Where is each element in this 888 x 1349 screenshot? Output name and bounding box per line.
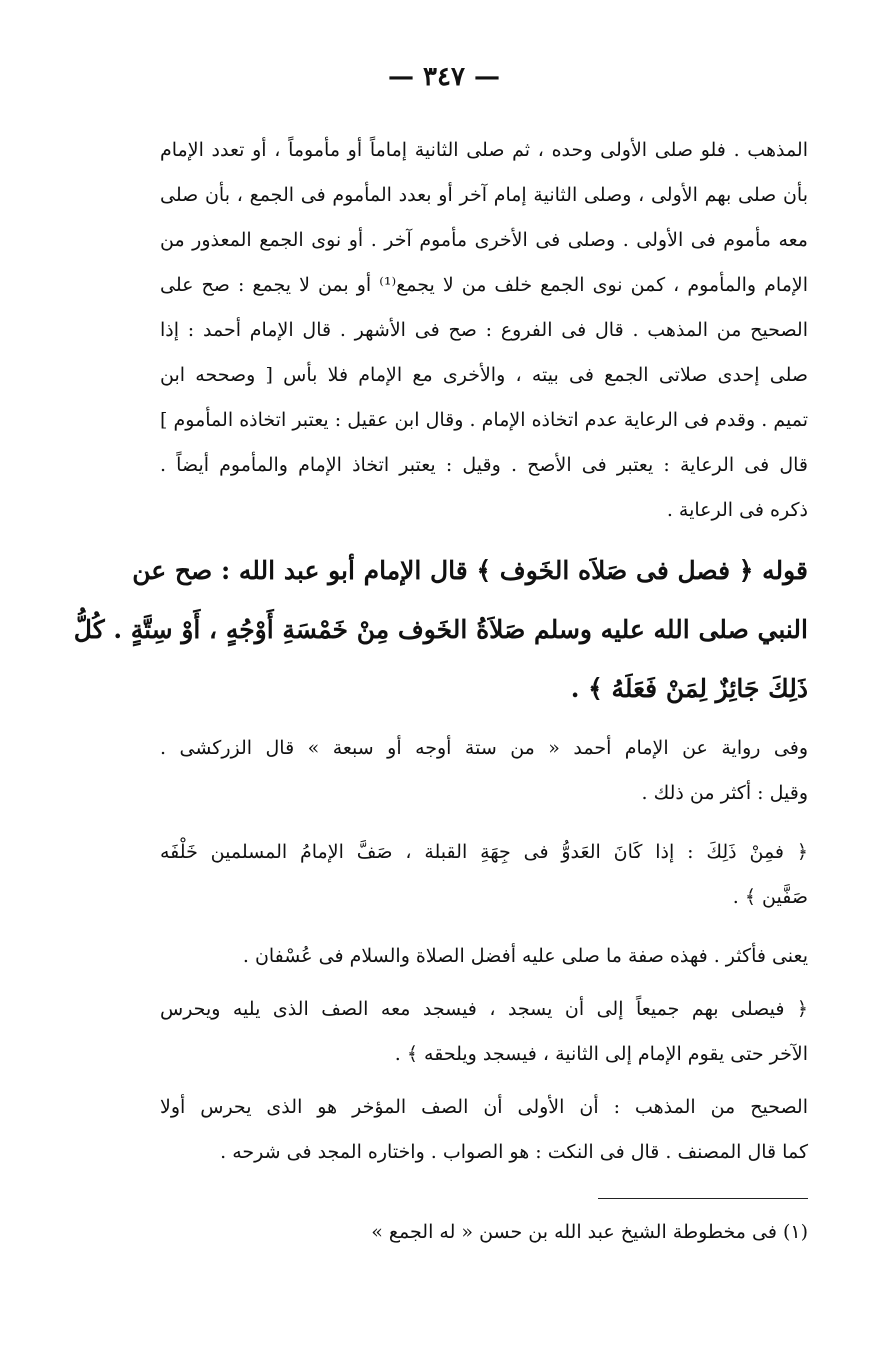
text-line: الآخر حتى يقوم الإمام إلى الثانية ، فيسجد ويلحقه ﴾ . — [394, 1043, 808, 1065]
text-line: قال فى الرعاية : يعتبر فى الأصح . وقيل : يعتبر اتخاذ الإمام والمأموم أيضاً . — [160, 454, 808, 476]
paragraph-enemy-qibla — [160, 830, 808, 920]
text-line: تميم . وقدم فى الرعاية عدم اتخاذه الإمام . وقال ابن عقيل : يعتبر اتخاذه المأموم ] — [160, 409, 808, 431]
text-line: يعنى فأكثر . فهذه صفة ما صلى عليه أفضل الصلاة والسلام فى عُسْفان . — [242, 945, 808, 967]
text-line: ﴿ فمِنْ ذَلِكَ : إذا كَانَ العَدوُّ فى جِهَةِ القبلة ، صَفَّ الإمامُ المسلمين خَلْفَه — [160, 841, 808, 863]
footnote-divider — [598, 1198, 808, 1199]
text-line: معه مأموم فى الأولى . وصلى فى الأخرى مأموم آخر . أو نوى الجمع المعذور من — [160, 229, 808, 251]
text-line-large: النبي صلى الله عليه وسلم صَلاَةُ الخَوف مِنْ خَمْسَةِ أَوْجُهٍ ، أَوْ سِتَّةٍ . كُلُّ — [73, 615, 808, 644]
footnote: (١) فى مخطوطة الشيخ عبد الله بن حسن « له الجمع » — [371, 1221, 808, 1243]
text-line: الصحيح من المذهب : أن الأولى أن الصف المؤخر هو الذى يحرس أولا — [160, 1096, 808, 1118]
text-line-large: قوله ﴿ فصل فى صَلاَه الخَوف ﴾ قال الإمام أبو عبد الله : صح عن — [132, 556, 808, 585]
text-line: وفى رواية عن الإمام أحمد « من ستة أوجه أو سبعة » قال الزركشى . — [160, 737, 808, 759]
text-line-large: ذَلِكَ جَائِزٌ لِمَنْ فَعَلَهُ ﴾ . — [570, 674, 808, 703]
page-number: — ٣٤٧ — — [387, 62, 501, 92]
text-line: الإمام والمأموم ، كمن نوى الجمع خلف من لا يجمع⁽¹⁾ أو بمن لا يجمع : صح على — [160, 274, 808, 296]
text-line: كما قال المصنف . قال فى النكت : هو الصواب . واختاره المجد فى شرحه . — [220, 1141, 808, 1163]
text-line: ذكره فى الرعاية . — [666, 499, 808, 521]
paragraph-fear-prayer-heading — [73, 541, 808, 718]
body-text — [73, 128, 808, 1175]
paragraph-usfan — [160, 934, 808, 979]
paragraph-madhhab — [160, 128, 808, 533]
paragraph-riwaya — [160, 726, 808, 816]
paragraph-sahih — [160, 1085, 808, 1175]
text-line: ﴿ فيصلى بهم جميعاً إلى أن يسجد ، فيسجد معه الصف الذى يليه ويحرس — [160, 998, 808, 1020]
text-line: صلى إحدى صلاتى الجمع فى بيته ، والأخرى مع الإمام فلا بأس [ وصححه ابن — [160, 364, 808, 386]
text-line: الصحيح من المذهب . قال فى الفروع : صح فى الأشهر . قال الإمام أحمد : إذا — [160, 319, 808, 341]
text-line: صَفَّين ﴾ . — [732, 886, 808, 908]
text-line: بأن صلى بهم الأولى ، وصلى الثانية إمام آخر أو بعدد المأموم فى الجمع ، بأن صلى — [160, 184, 808, 206]
text-line: وقيل : أكثر من ذلك . — [641, 782, 808, 804]
text-line: المذهب . فلو صلى الأولى وحده ، ثم صلى الثانية إماماً أو مأموماً ، أو تعدد الإمام — [160, 139, 808, 161]
paragraph-sujud — [160, 987, 808, 1077]
